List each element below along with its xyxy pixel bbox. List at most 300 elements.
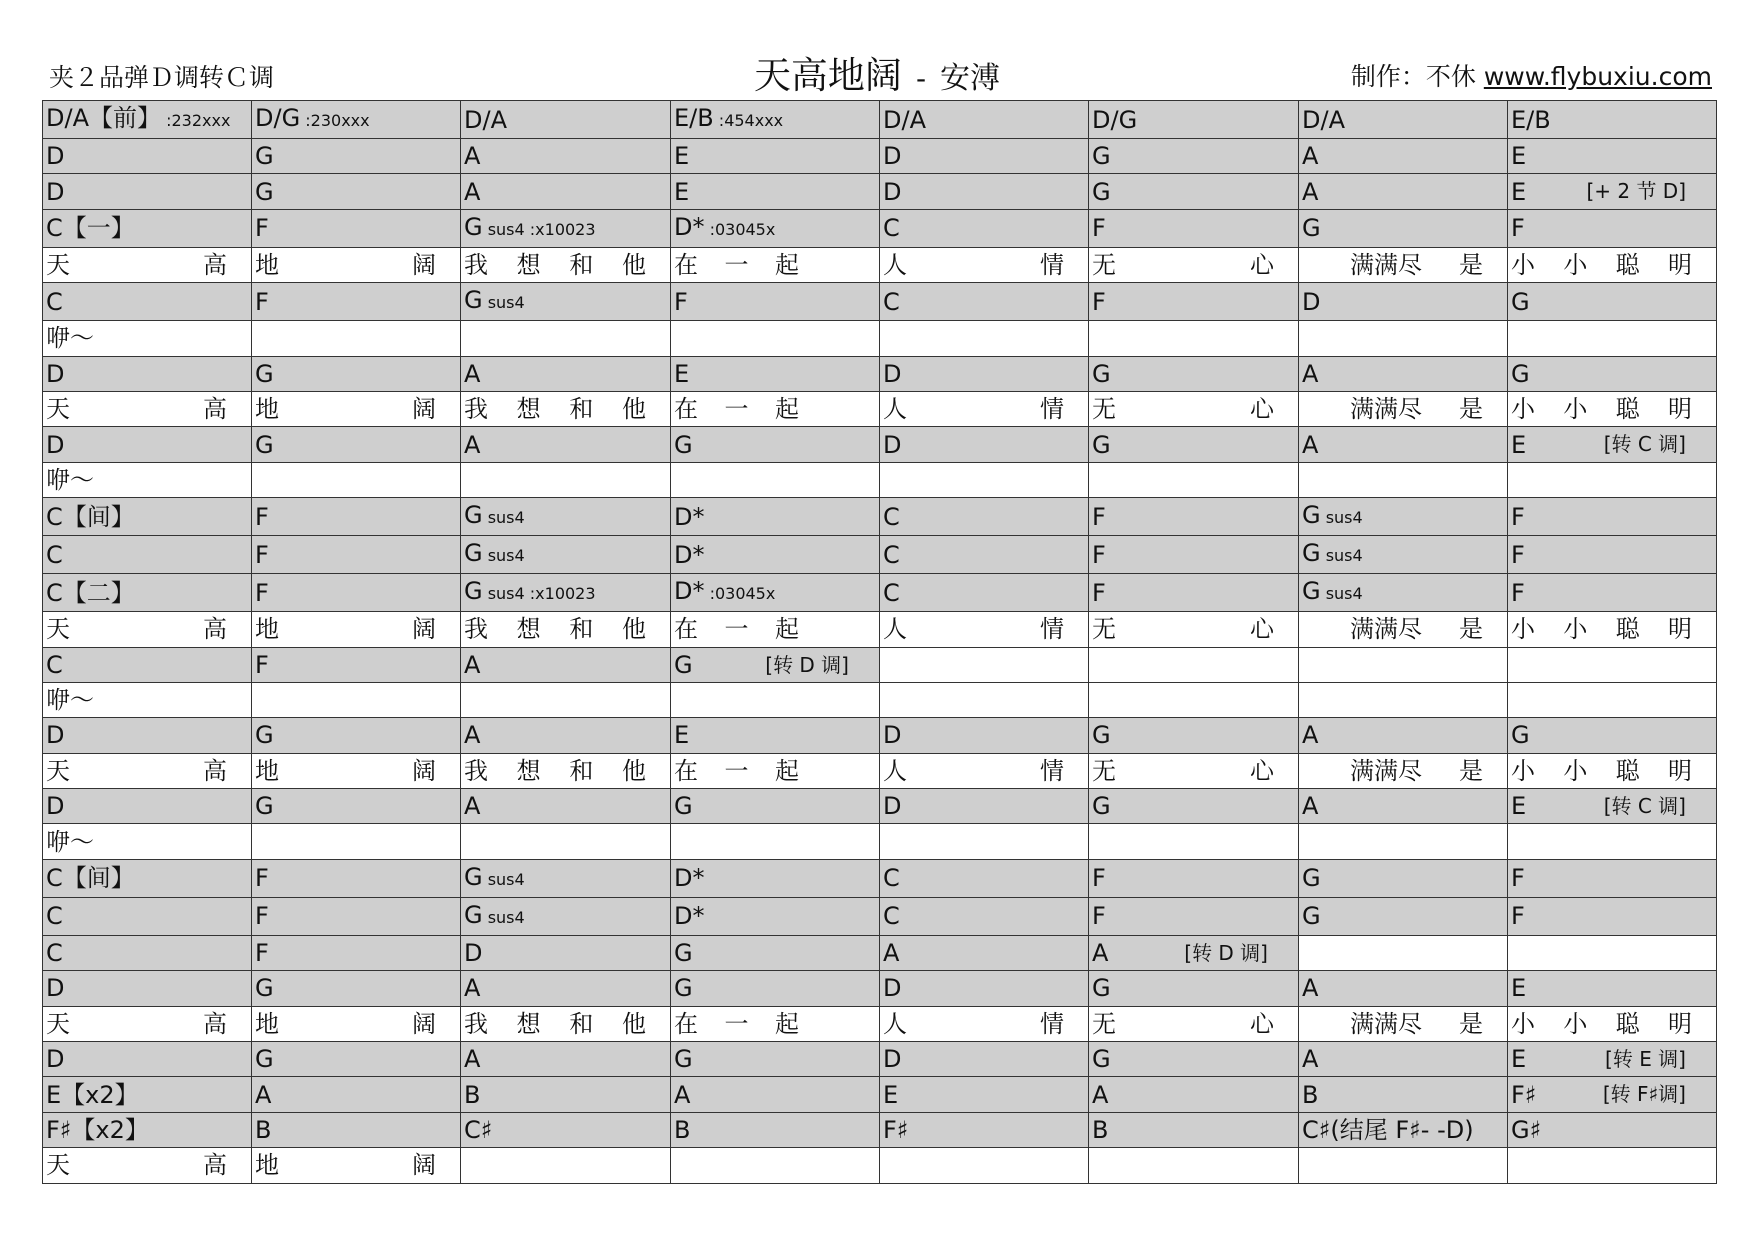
chord-cell bbox=[1508, 462, 1717, 497]
chord-name: D bbox=[46, 792, 65, 821]
chord-suffix: sus4 bbox=[1320, 584, 1363, 604]
chord-name: C bbox=[46, 540, 63, 569]
chord-cell bbox=[43, 1077, 252, 1112]
chord-cell bbox=[671, 498, 880, 536]
chord-cell bbox=[252, 101, 461, 139]
chord-name: G bbox=[1092, 177, 1111, 206]
chord-name: D/A bbox=[1302, 105, 1345, 134]
lyric-cell bbox=[43, 753, 252, 788]
chord-cell bbox=[880, 824, 1089, 859]
chord-cell bbox=[1299, 682, 1508, 717]
lyric-word: 天 bbox=[46, 756, 70, 785]
chord-name: G bbox=[1092, 974, 1111, 1003]
lyric-word: 在 bbox=[674, 615, 698, 644]
chord-name: G bbox=[1302, 501, 1321, 530]
chord-cell bbox=[1089, 718, 1299, 753]
lyric-word: 和 bbox=[569, 615, 594, 644]
chord-chart bbox=[42, 100, 1717, 1184]
lyric-word: 心 bbox=[1250, 615, 1274, 644]
chord-cell bbox=[461, 462, 671, 497]
chord-cell bbox=[671, 321, 880, 356]
chord-row bbox=[43, 718, 1717, 753]
chord-cell bbox=[671, 174, 880, 209]
chord-row bbox=[43, 859, 1717, 897]
chord-cell bbox=[43, 718, 252, 753]
website-link[interactable]: www.flybuxiu.com bbox=[1483, 62, 1712, 91]
lyric-word: 明 bbox=[1667, 250, 1692, 279]
lyric-word: 小 bbox=[1511, 615, 1535, 644]
chord-cell bbox=[461, 789, 671, 824]
lyric-word: 无 bbox=[1092, 1009, 1116, 1038]
lyric-word: 情 bbox=[1040, 1009, 1064, 1038]
chord-cell bbox=[43, 647, 252, 682]
chord-cell bbox=[461, 824, 671, 859]
chord-name: C【二】 bbox=[46, 578, 135, 607]
chord-name: E/B bbox=[1511, 105, 1551, 134]
chord-cell bbox=[671, 897, 880, 935]
chord-name: D bbox=[464, 939, 483, 968]
chord-name: F♯【x2】 bbox=[46, 1116, 149, 1144]
chord-row bbox=[43, 174, 1717, 209]
lyric-cell bbox=[1089, 612, 1299, 647]
chord-name: D/A bbox=[883, 105, 926, 134]
lyric-cell bbox=[1508, 1148, 1717, 1183]
chord-name: G bbox=[255, 430, 274, 459]
chord-cell bbox=[43, 283, 252, 321]
chord-cell bbox=[880, 536, 1089, 574]
chord-name: D/G bbox=[255, 104, 301, 132]
chord-cell bbox=[1089, 897, 1299, 935]
lyric-word: 是 bbox=[1459, 250, 1483, 279]
chord-row bbox=[43, 1077, 1717, 1112]
lyric-word: 想 bbox=[516, 395, 541, 424]
chord-cell bbox=[252, 427, 461, 462]
chord-suffix: sus4 bbox=[482, 508, 525, 528]
chord-cell bbox=[252, 1077, 461, 1112]
lyric-word: 小 bbox=[1563, 395, 1588, 424]
lyric-cell bbox=[671, 612, 880, 647]
chord-cell bbox=[1508, 356, 1717, 391]
chord-cell bbox=[252, 1042, 461, 1077]
lyric-word: 心 bbox=[1250, 250, 1274, 279]
chord-name: F bbox=[255, 214, 269, 243]
chord-suffix: :03045x bbox=[704, 219, 776, 239]
lyric-word: 在 bbox=[674, 756, 698, 785]
lyric-word: 想 bbox=[516, 1009, 541, 1038]
chord-cell bbox=[880, 897, 1089, 935]
lyric-word: 起 bbox=[775, 1009, 799, 1038]
lyric-word: 一 bbox=[724, 756, 749, 785]
lyric-word: 是 bbox=[1459, 1009, 1483, 1038]
chord-name: D bbox=[46, 177, 65, 206]
lyric-word: 想 bbox=[516, 615, 541, 644]
chord-cell bbox=[252, 139, 461, 174]
chord-name: C bbox=[46, 650, 63, 679]
lyric-word: 和 bbox=[569, 1009, 594, 1038]
chord-cell bbox=[1299, 283, 1508, 321]
chord-name: B bbox=[674, 1116, 691, 1144]
chord-cell bbox=[1299, 647, 1508, 682]
chord-cell bbox=[1299, 356, 1508, 391]
chord-cell bbox=[43, 897, 252, 935]
lyric-word: 无 bbox=[1092, 250, 1116, 279]
chord-name: A bbox=[1092, 1080, 1109, 1109]
chord-name: D bbox=[883, 974, 902, 1003]
chord-cell bbox=[43, 321, 252, 356]
chord-name: G bbox=[1092, 1045, 1111, 1074]
chord-cell bbox=[880, 971, 1089, 1006]
lyric-cell bbox=[880, 247, 1089, 282]
chord-name: A bbox=[255, 1080, 272, 1109]
lyric-word: 地 bbox=[255, 756, 279, 785]
chord-name: E bbox=[674, 359, 690, 388]
chord-cell bbox=[671, 209, 880, 247]
chord-cell bbox=[880, 101, 1089, 139]
chord-cell bbox=[671, 971, 880, 1006]
chord-cell bbox=[252, 789, 461, 824]
chord-cell bbox=[43, 101, 252, 139]
lyric-word: 聪 bbox=[1615, 1009, 1640, 1038]
lyric-cell bbox=[1299, 247, 1508, 282]
lyric-word: 人 bbox=[883, 395, 907, 424]
chord-name: F bbox=[1092, 214, 1106, 243]
lyric-word: 阔 bbox=[412, 395, 436, 424]
lyric-word: 我 bbox=[464, 615, 488, 644]
key-change-note: [转 E 调] bbox=[1605, 1047, 1686, 1072]
lyric-word: 人 bbox=[883, 615, 907, 644]
chord-name: A bbox=[1302, 1045, 1319, 1074]
lyric-word: 情 bbox=[1040, 615, 1064, 644]
lyric-word: 人 bbox=[883, 1009, 907, 1038]
chord-row bbox=[43, 139, 1717, 174]
chord-cell bbox=[880, 498, 1089, 536]
chord-name: D* bbox=[674, 864, 705, 893]
chord-name: D bbox=[46, 974, 65, 1003]
lyric-word: 地 bbox=[255, 1151, 279, 1180]
chord-cell bbox=[1299, 462, 1508, 497]
lyric-cell bbox=[461, 612, 671, 647]
chord-cell bbox=[43, 789, 252, 824]
lyric-word: 他 bbox=[621, 1009, 646, 1038]
lyric-word: 他 bbox=[621, 250, 646, 279]
chord-cell bbox=[1299, 498, 1508, 536]
chord-cell bbox=[1508, 647, 1717, 682]
chord-name: F♯ bbox=[1511, 1080, 1537, 1109]
lyric-word: 无 bbox=[1092, 615, 1116, 644]
chord-name: C bbox=[883, 502, 900, 531]
chord-cell bbox=[43, 682, 252, 717]
chord-name: G bbox=[255, 974, 274, 1003]
chord-name: F bbox=[255, 902, 269, 931]
chord-cell bbox=[1508, 174, 1717, 209]
chord-name: G bbox=[1092, 359, 1111, 388]
chord-cell bbox=[43, 427, 252, 462]
chord-cell bbox=[1508, 1042, 1717, 1077]
key-change-note: [转 D 调] bbox=[765, 652, 849, 677]
lyric-word: 是 bbox=[1459, 615, 1483, 644]
chord-name: D bbox=[46, 142, 65, 171]
chord-name: F bbox=[1511, 864, 1525, 893]
chord-cell bbox=[1508, 427, 1717, 462]
lyric-cell bbox=[1508, 753, 1717, 788]
chord-name: A bbox=[1302, 792, 1319, 821]
chord-name: F bbox=[1092, 502, 1106, 531]
chord-name: D bbox=[883, 359, 902, 388]
chord-cell bbox=[880, 283, 1089, 321]
lyric-cell bbox=[1299, 612, 1508, 647]
chord-row bbox=[43, 209, 1717, 247]
chord-cell bbox=[1508, 718, 1717, 753]
chord-cell bbox=[880, 935, 1089, 970]
chord-name: D bbox=[1302, 287, 1321, 316]
lyric-word: 满满尽 bbox=[1350, 1009, 1422, 1038]
lyric-row bbox=[43, 1006, 1717, 1041]
lyric-cell bbox=[1508, 612, 1717, 647]
chord-cell bbox=[1089, 209, 1299, 247]
lyric-cell bbox=[671, 1148, 880, 1183]
chord-row bbox=[43, 1042, 1717, 1077]
chord-name: G bbox=[674, 792, 693, 821]
chord-cell bbox=[461, 101, 671, 139]
lyric-word: 心 bbox=[1250, 756, 1274, 785]
chord-cell bbox=[671, 427, 880, 462]
lyric-word: 高 bbox=[203, 1151, 227, 1180]
lyric-word: 在 bbox=[674, 250, 698, 279]
chord-name: G bbox=[674, 650, 693, 679]
chord-cell bbox=[461, 209, 671, 247]
chord-name: G bbox=[255, 792, 274, 821]
chord-cell bbox=[880, 789, 1089, 824]
lyric-word: 小 bbox=[1511, 756, 1535, 785]
chord-name: C bbox=[46, 902, 63, 931]
chord-cell bbox=[880, 574, 1089, 612]
chord-name: G bbox=[464, 900, 483, 929]
chord-cell bbox=[252, 283, 461, 321]
chord-cell bbox=[1299, 139, 1508, 174]
chord-cell bbox=[880, 209, 1089, 247]
chord-row bbox=[43, 427, 1717, 462]
chord-name: D/G bbox=[1092, 105, 1138, 134]
chord-name: A bbox=[464, 650, 481, 679]
lyric-cell bbox=[1299, 753, 1508, 788]
chord-cell bbox=[43, 462, 252, 497]
chord-name: D bbox=[46, 359, 65, 388]
chord-name: G bbox=[674, 939, 693, 968]
chord-name: G bbox=[1302, 214, 1321, 243]
lyric-word: 我 bbox=[464, 1009, 488, 1038]
blank-row bbox=[43, 824, 1717, 859]
chord-name: F bbox=[1092, 864, 1106, 893]
chord-name: D bbox=[46, 1045, 65, 1074]
chord-row bbox=[43, 536, 1717, 574]
lyric-word: 满满尽 bbox=[1350, 756, 1422, 785]
chord-cell bbox=[1508, 321, 1717, 356]
artist-name: 安溥 bbox=[940, 61, 1001, 96]
chord-cell bbox=[1508, 897, 1717, 935]
lyric-row bbox=[43, 612, 1717, 647]
chord-cell bbox=[880, 1077, 1089, 1112]
chord-name: G bbox=[464, 501, 483, 530]
lyric-word: 一 bbox=[724, 615, 749, 644]
chord-cell bbox=[880, 356, 1089, 391]
chord-cell bbox=[461, 1112, 671, 1147]
chord-cell bbox=[1089, 462, 1299, 497]
lyric-word: 情 bbox=[1040, 250, 1064, 279]
chord-name: F bbox=[255, 939, 269, 968]
lyric-word: 人 bbox=[883, 250, 907, 279]
chord-cell bbox=[1089, 427, 1299, 462]
chord-cell bbox=[880, 1042, 1089, 1077]
chord-cell bbox=[1089, 682, 1299, 717]
lyric-word: 小 bbox=[1563, 615, 1588, 644]
chord-cell bbox=[671, 647, 880, 682]
lyric-word: 明 bbox=[1667, 615, 1692, 644]
chord-cell bbox=[880, 462, 1089, 497]
chord-cell bbox=[43, 971, 252, 1006]
chord-cell bbox=[1299, 574, 1508, 612]
lyric-cell bbox=[252, 391, 461, 426]
chord-cell bbox=[671, 1077, 880, 1112]
chord-cell bbox=[43, 356, 252, 391]
chord-name: D bbox=[46, 721, 65, 750]
chord-cell bbox=[1299, 824, 1508, 859]
chord-name: G bbox=[1302, 539, 1321, 568]
chord-cell bbox=[252, 647, 461, 682]
chord-cell bbox=[1089, 1077, 1299, 1112]
chord-name: G bbox=[464, 539, 483, 568]
chord-cell bbox=[671, 574, 880, 612]
lyric-word: 天 bbox=[46, 1009, 70, 1038]
chord-cell bbox=[1508, 824, 1717, 859]
lyric-word: 阔 bbox=[412, 615, 436, 644]
chord-cell bbox=[461, 574, 671, 612]
capo-instruction: 夹２品弹Ｄ调转Ｃ调 bbox=[49, 63, 275, 92]
credit-block bbox=[1351, 57, 1712, 93]
chord-cell bbox=[252, 1112, 461, 1147]
chord-row bbox=[43, 789, 1717, 824]
chord-name: A bbox=[1302, 430, 1319, 459]
chord-name: D bbox=[883, 177, 902, 206]
chord-cell bbox=[1299, 321, 1508, 356]
lyric-cell bbox=[1299, 391, 1508, 426]
lyric-cell bbox=[1089, 1148, 1299, 1183]
chord-name: G bbox=[1511, 721, 1530, 750]
chord-name: E bbox=[1511, 142, 1527, 171]
chord-name: D bbox=[883, 142, 902, 171]
lyric-cell bbox=[671, 1006, 880, 1041]
chart-body bbox=[43, 101, 1717, 1184]
chord-cell bbox=[43, 574, 252, 612]
chord-cell bbox=[461, 935, 671, 970]
chord-name: A bbox=[1302, 974, 1319, 1003]
chord-name: C bbox=[46, 287, 63, 316]
blank-row bbox=[43, 462, 1717, 497]
chord-cell bbox=[252, 209, 461, 247]
chord-name: G bbox=[1511, 359, 1530, 388]
chord-name: A bbox=[1302, 721, 1319, 750]
lyric-word: 起 bbox=[775, 615, 799, 644]
lyric-word: 一 bbox=[724, 395, 749, 424]
chord-name: C【一】 bbox=[46, 214, 135, 243]
chord-name: A bbox=[464, 974, 481, 1003]
chord-cell bbox=[880, 174, 1089, 209]
chord-cell bbox=[461, 682, 671, 717]
lyric-cell bbox=[43, 247, 252, 282]
chord-cell bbox=[252, 356, 461, 391]
chord-name: A bbox=[464, 430, 481, 459]
lyric-word: 小 bbox=[1563, 250, 1588, 279]
chord-cell bbox=[671, 789, 880, 824]
key-change-note: [转 F♯调] bbox=[1602, 1082, 1686, 1107]
lyric-word: 满满尽 bbox=[1350, 615, 1422, 644]
lyric-word: 地 bbox=[255, 250, 279, 279]
lyric-word: 情 bbox=[1040, 395, 1064, 424]
lyric-word: 心 bbox=[1250, 1009, 1274, 1038]
chord-name: E/B bbox=[674, 104, 714, 132]
chord-name: E bbox=[674, 721, 690, 750]
chord-name: D bbox=[883, 792, 902, 821]
chord-name: G bbox=[255, 1045, 274, 1074]
chord-name: F bbox=[255, 287, 269, 316]
chord-name: F bbox=[255, 864, 269, 893]
chord-name: D bbox=[883, 1045, 902, 1074]
lyric-cell bbox=[1508, 247, 1717, 282]
chord-name: A bbox=[1302, 177, 1319, 206]
chord-name: G bbox=[1302, 577, 1321, 606]
chord-suffix: :454xxx bbox=[713, 111, 784, 130]
chord-cell bbox=[252, 824, 461, 859]
chord-cell bbox=[1508, 682, 1717, 717]
chord-cell bbox=[43, 139, 252, 174]
chord-name: B bbox=[1302, 1080, 1319, 1109]
chord-cell bbox=[671, 718, 880, 753]
chord-name: G bbox=[464, 286, 483, 315]
chord-suffix: sus4 bbox=[1320, 546, 1363, 566]
chord-name: D* bbox=[674, 212, 705, 241]
lyric-word: 明 bbox=[1667, 1009, 1692, 1038]
chord-cell bbox=[1299, 1042, 1508, 1077]
chord-name: D* bbox=[674, 540, 705, 569]
chord-name: F bbox=[674, 287, 688, 316]
chord-cell bbox=[1508, 536, 1717, 574]
chord-row bbox=[43, 574, 1717, 612]
lyric-cell bbox=[43, 391, 252, 426]
lyric-word: 天 bbox=[46, 395, 70, 424]
chord-name: G bbox=[674, 430, 693, 459]
chord-cell bbox=[671, 101, 880, 139]
chord-cell bbox=[1508, 935, 1717, 970]
chord-cell bbox=[1508, 101, 1717, 139]
chord-name: C♯(结尾 F♯- -D) bbox=[1302, 1116, 1474, 1144]
chord-cell bbox=[1089, 174, 1299, 209]
chord-cell bbox=[671, 1042, 880, 1077]
chord-cell bbox=[461, 1077, 671, 1112]
chord-cell bbox=[1089, 1042, 1299, 1077]
chord-name: A bbox=[883, 939, 900, 968]
lyric-cell bbox=[671, 391, 880, 426]
lyric-word: 起 bbox=[775, 395, 799, 424]
chord-suffix: :03045x bbox=[704, 584, 776, 604]
chord-cell bbox=[671, 356, 880, 391]
chord-row bbox=[43, 101, 1717, 139]
chord-cell bbox=[1508, 789, 1717, 824]
chord-cell bbox=[1089, 574, 1299, 612]
lyric-cell bbox=[43, 1148, 252, 1183]
lyric-word: 想 bbox=[516, 250, 541, 279]
lyric-cell bbox=[1089, 1006, 1299, 1041]
lyric-word: 阔 bbox=[412, 1009, 436, 1038]
lyric-word: 地 bbox=[255, 395, 279, 424]
